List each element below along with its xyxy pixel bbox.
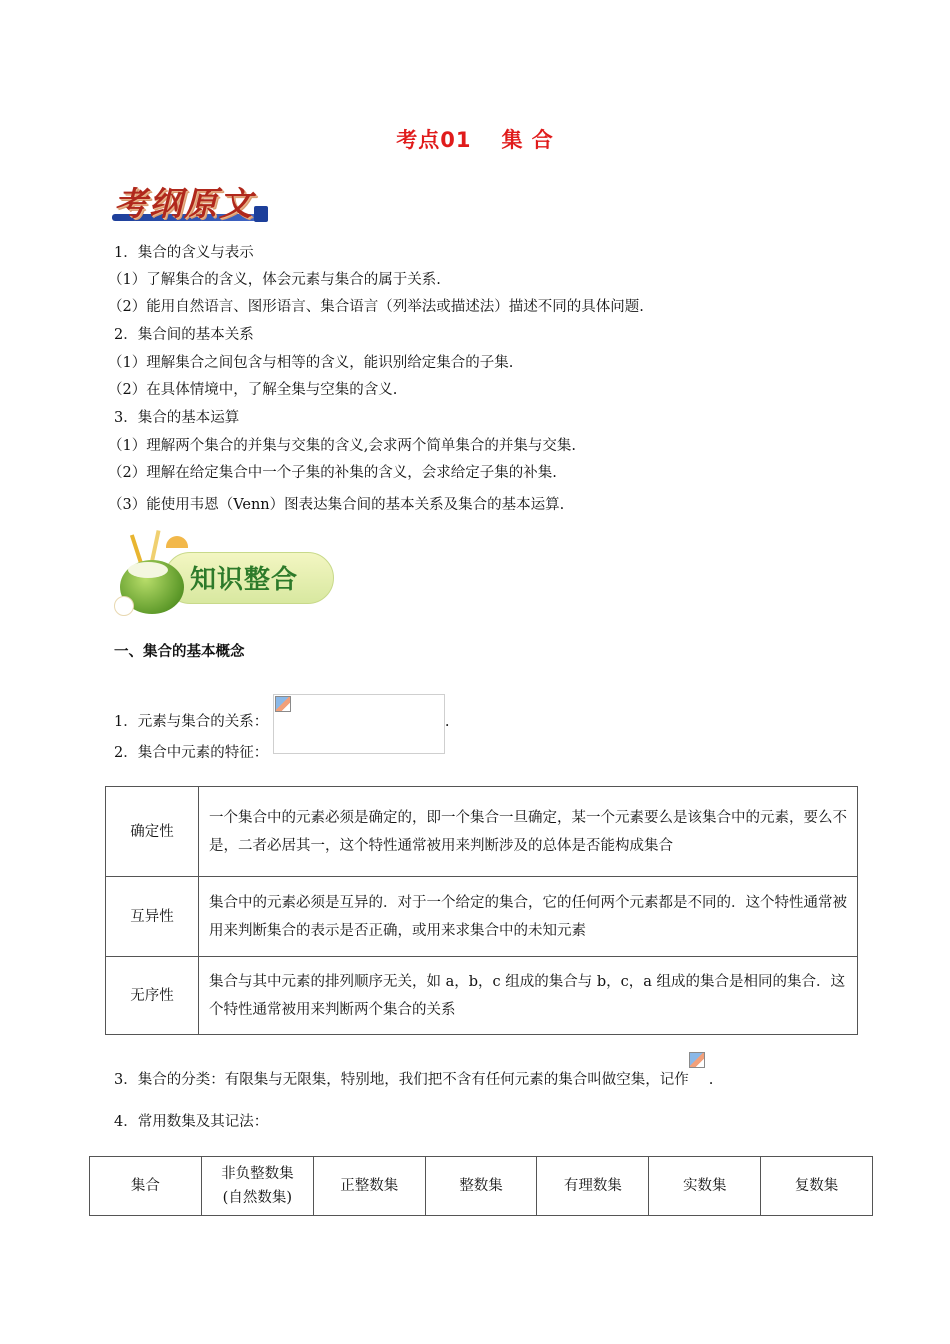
broken-image-icon <box>689 1052 705 1068</box>
number-set-cell: 整数集 <box>425 1157 537 1216</box>
item-1-text: 1．元素与集合的关系： <box>114 714 269 730</box>
syllabus-line: （2）在具体情境中，了解全集与空集的含义. <box>108 382 398 398</box>
syllabus-line: （1）了解集合的含义，体会元素与集合的属于关系. <box>108 272 441 288</box>
feature-desc: 集合与其中元素的排列顺序无关，如 a，b，c 组成的集合与 b，c，a 组成的集合是相同的集合．这个特性通常被用来判断两个集合的关系 <box>199 957 858 1035</box>
syllabus-line: 1．集合的含义与表示 <box>114 245 254 261</box>
feature-name: 无序性 <box>106 957 199 1035</box>
syllabus-line: 3．集合的基本运算 <box>114 410 240 426</box>
feature-name: 确定性 <box>106 787 199 877</box>
number-sets-table <box>89 1156 873 1216</box>
flower-icon <box>114 596 134 616</box>
syllabus-line: 2．集合间的基本关系 <box>114 327 254 343</box>
number-sets-header-row <box>90 1157 873 1216</box>
kaogang-banner-text: 考纲原文 <box>114 184 254 223</box>
number-set-cell: 正整数集 <box>313 1157 425 1216</box>
syllabus-line: （1）理解两个集合的并集与交集的含义,会求两个简单集合的并集与交集. <box>108 438 576 454</box>
feature-desc: 集合中的元素必须是互异的．对于一个给定的集合，它的任何两个元素都是不同的．这个特性通常被用来判断集合的表示是否正确，或用来求集合中的未知元素 <box>199 877 858 957</box>
item-3-text: 3．集合的分类：有限集与无限集，特别地，我们把不含有任何元素的集合叫做空集，记作 <box>114 1072 689 1088</box>
features-table <box>105 786 858 1035</box>
number-set-cell: 有理数集 <box>537 1157 649 1216</box>
item-3-tail: . <box>708 1072 714 1088</box>
syllabus-line: （2）理解在给定集合中一个子集的补集的含义，会求给定子集的补集. <box>108 465 557 481</box>
feature-name: 互异性 <box>106 877 199 957</box>
feature-row <box>106 877 858 957</box>
section-heading: 一、集合的基本概念 <box>114 644 245 660</box>
item-1-tail: . <box>444 714 450 730</box>
feature-row <box>106 957 858 1035</box>
empty-set-image-placeholder <box>689 1062 709 1088</box>
syllabus-line: （1）理解集合之间包含与相等的含义，能识别给定集合的子集. <box>108 355 514 371</box>
number-set-cell: 非负整数集 (自然数集) <box>201 1157 313 1216</box>
syllabus-line: （3）能使用韦恩（Venn）图表达集合间的基本关系及集合的基本运算. <box>108 497 565 513</box>
page-title <box>0 124 950 154</box>
title-main: 集 合 <box>501 128 554 152</box>
feature-row <box>106 787 858 877</box>
number-set-cell: 实数集 <box>649 1157 761 1216</box>
syllabus-line: （2）能用自然语言、图形语言、集合语言（列举法或描述法）描述不同的具体问题. <box>108 299 644 315</box>
formula-image-placeholder <box>273 694 445 754</box>
item-2: 2．集合中元素的特征： <box>114 745 269 761</box>
number-set-cell: 集合 <box>90 1157 202 1216</box>
broken-image-icon <box>275 696 291 712</box>
item-3 <box>114 1062 713 1090</box>
zhishi-banner <box>114 530 336 616</box>
kaogang-banner <box>112 176 268 226</box>
feature-desc: 一个集合中的元素必须是确定的，即一个集合一旦确定，某一个元素要么是该集合中的元素，要么不是，二者必居其一，这个特性通常被用来判断涉及的总体是否能构成集合 <box>199 787 858 877</box>
zhishi-banner-text: 知识整合 <box>190 565 299 595</box>
item-4: 4．常用数集及其记法： <box>114 1114 269 1130</box>
number-set-cell: 复数集 <box>761 1157 873 1216</box>
title-prefix: 考点01 <box>396 128 472 152</box>
